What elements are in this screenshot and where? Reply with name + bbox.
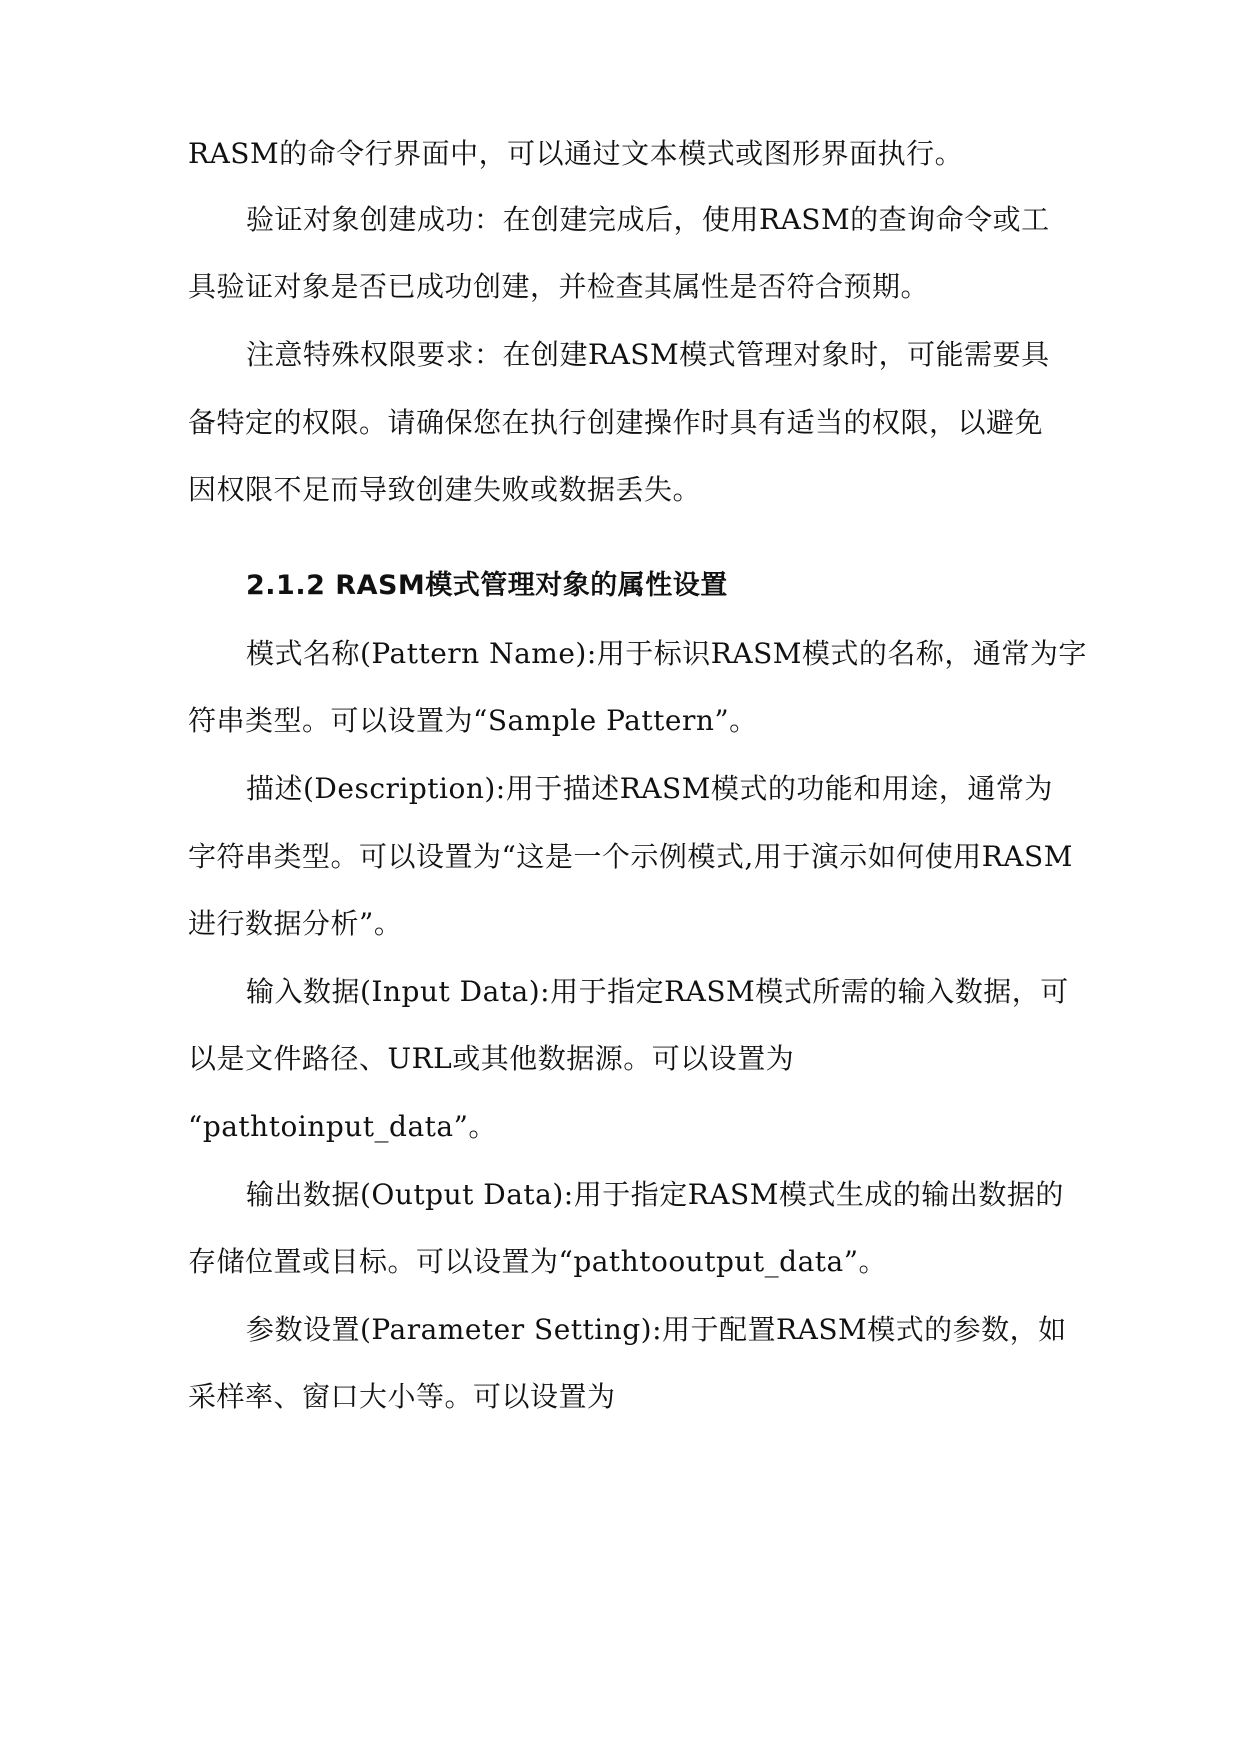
text-line: 字符串类型。可以设置为“这是一个示例模式,用于演示如何使用RASM bbox=[188, 840, 1073, 873]
text-line: 存储位置或目标。可以设置为“pathtooutput_data”。 bbox=[188, 1245, 888, 1278]
text-line: 描述(Description):用于描述RASM模式的功能和用途，通常为 bbox=[246, 772, 1053, 805]
text-line: 具验证对象是否已成功创建，并检查其属性是否符合预期。 bbox=[188, 270, 930, 303]
text-line: 进行数据分析”。 bbox=[188, 907, 403, 940]
text-line: 模式名称(Pattern Name):用于标识RASM模式的名称，通常为字 bbox=[246, 637, 1087, 670]
text-line: 因权限不足而导致创建失败或数据丢失。 bbox=[188, 473, 702, 506]
text-line: “pathtoinput_data”。 bbox=[188, 1110, 497, 1143]
text-line: 输入数据(Input Data):用于指定RASM模式所需的输入数据，可 bbox=[246, 975, 1069, 1008]
section-heading: 2.1.2 RASM模式管理对象的属性设置 bbox=[246, 570, 728, 601]
text-line: 注意特殊权限要求：在创建RASM模式管理对象时，可能需要具 bbox=[246, 338, 1050, 371]
text-line: 验证对象创建成功：在创建完成后，使用RASM的查询命令或工 bbox=[246, 203, 1050, 236]
text-line: RASM的命令行界面中，可以通过文本模式或图形界面执行。 bbox=[188, 137, 964, 170]
text-line: 以是文件路径、URL或其他数据源。可以设置为 bbox=[188, 1042, 795, 1075]
text-line: 输出数据(Output Data):用于指定RASM模式生成的输出数据的 bbox=[246, 1178, 1064, 1211]
text-line: 符串类型。可以设置为“Sample Pattern”。 bbox=[188, 704, 758, 737]
text-line: 采样率、窗口大小等。可以设置为 bbox=[188, 1380, 616, 1413]
text-line: 备特定的权限。请确保您在执行创建操作时具有适当的权限，以避免 bbox=[188, 406, 1044, 439]
text-line: 参数设置(Parameter Setting):用于配置RASM模式的参数，如 bbox=[246, 1313, 1067, 1346]
